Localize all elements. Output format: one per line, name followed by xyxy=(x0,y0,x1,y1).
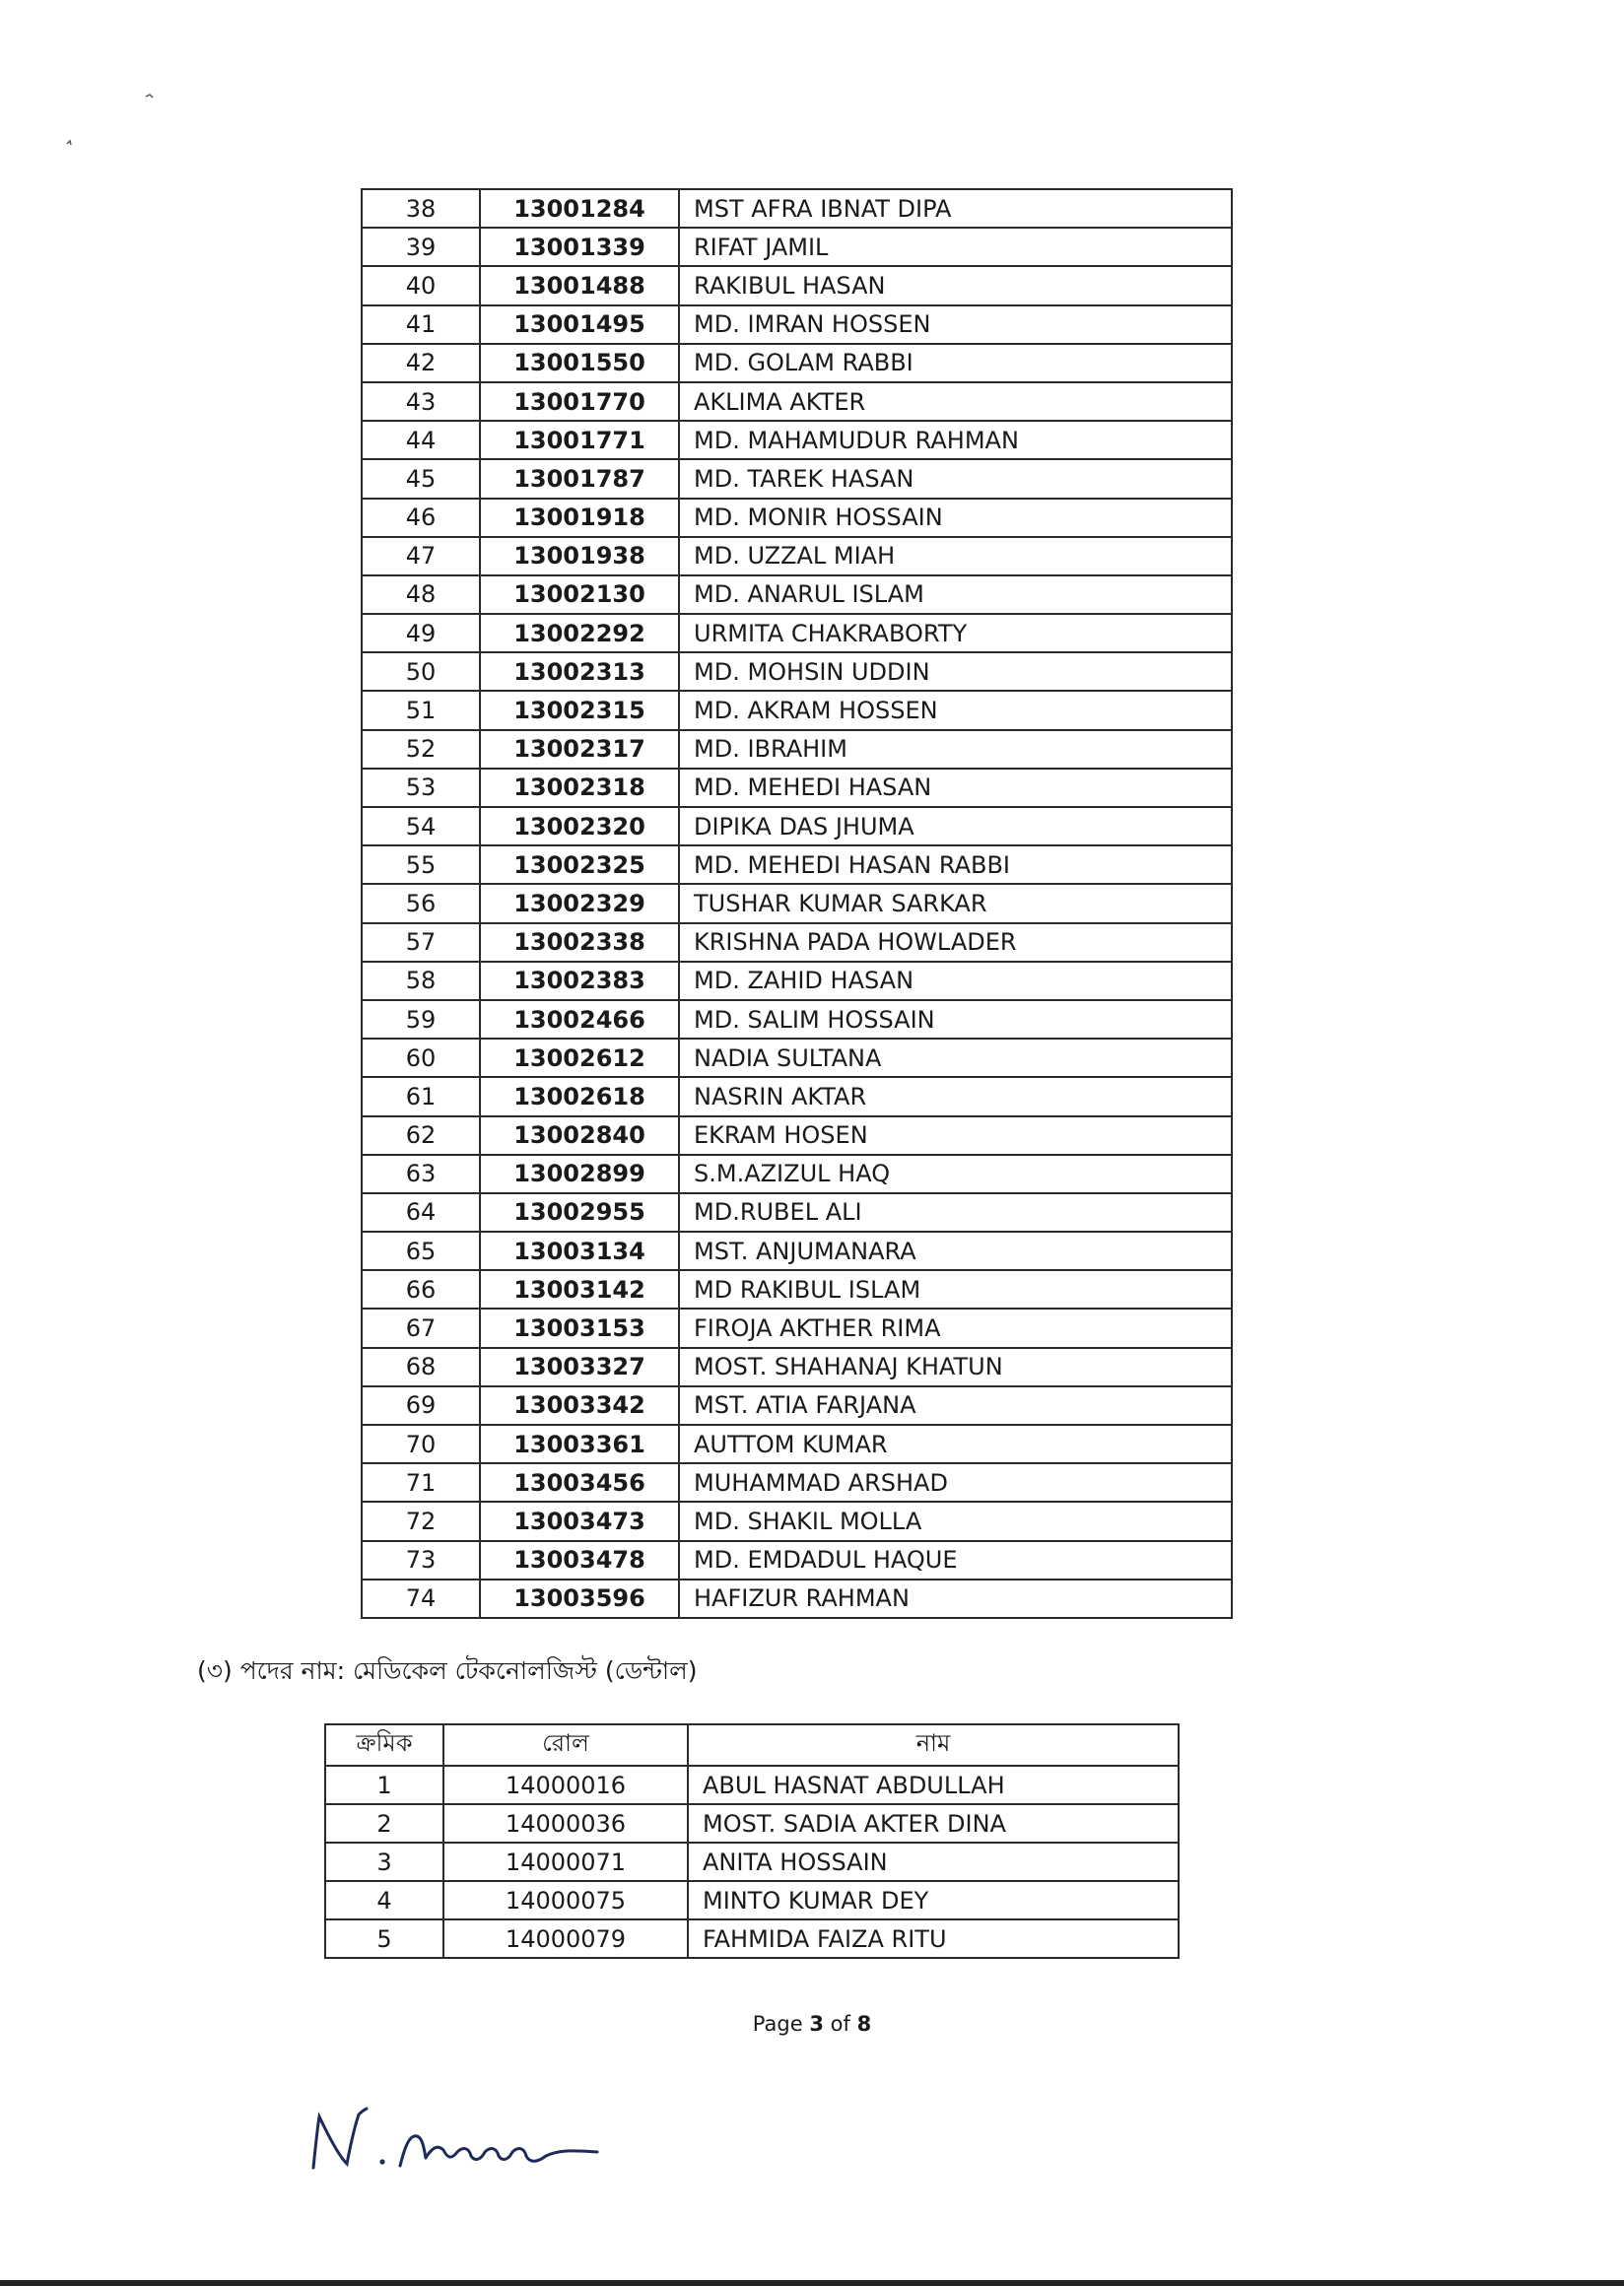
roll-cell: 13003596 xyxy=(480,1580,679,1618)
roll-cell: 13001918 xyxy=(480,499,679,537)
serial-cell: 51 xyxy=(362,691,480,729)
name-cell: MD.RUBEL ALI xyxy=(679,1193,1232,1232)
table-row xyxy=(362,1502,1232,1540)
serial-cell: 43 xyxy=(362,382,480,421)
name-cell: FAHMIDA FAIZA RITU xyxy=(688,1919,1179,1958)
results-table-body xyxy=(362,189,1232,1618)
current-page-number: 3 xyxy=(809,2012,824,2036)
serial-cell: 72 xyxy=(362,1502,480,1540)
serial-cell: 47 xyxy=(362,537,480,575)
of-label: of xyxy=(830,2012,850,2036)
dental-table-body xyxy=(325,1766,1179,1958)
serial-cell: 4 xyxy=(325,1881,443,1919)
serial-cell: 48 xyxy=(362,575,480,614)
roll-cell: 13002318 xyxy=(480,769,679,807)
name-cell: MUHAMMAD ARSHAD xyxy=(679,1463,1232,1502)
serial-cell: 65 xyxy=(362,1232,480,1270)
table-row xyxy=(362,1270,1232,1309)
serial-cell: 1 xyxy=(325,1766,443,1804)
table-row xyxy=(362,189,1232,228)
serial-cell: 69 xyxy=(362,1386,480,1425)
roll-cell: 13002313 xyxy=(480,652,679,691)
name-cell: MD. IMRAN HOSSEN xyxy=(679,305,1232,344)
name-cell: MD. UZZAL MIAH xyxy=(679,537,1232,575)
name-cell: MD. MAHAMUDUR RAHMAN xyxy=(679,421,1232,459)
name-cell: MD. MONIR HOSSAIN xyxy=(679,499,1232,537)
name-cell: MST. ATIA FARJANA xyxy=(679,1386,1232,1425)
table-row xyxy=(362,769,1232,807)
name-cell: MD. TAREK HASAN xyxy=(679,459,1232,498)
roll-cell: 13003327 xyxy=(480,1348,679,1386)
roll-cell: 13001284 xyxy=(480,189,679,228)
table-row xyxy=(362,614,1232,652)
roll-cell: 13001787 xyxy=(480,459,679,498)
table-row xyxy=(325,1766,1179,1804)
roll-cell: 13001550 xyxy=(480,344,679,382)
table-row xyxy=(362,1155,1232,1193)
roll-cell: 13002317 xyxy=(480,730,679,769)
table-row xyxy=(362,1348,1232,1386)
serial-cell: 49 xyxy=(362,614,480,652)
name-cell: MD. EMDADUL HAQUE xyxy=(679,1541,1232,1580)
roll-cell: 13002130 xyxy=(480,575,679,614)
serial-cell: 41 xyxy=(362,305,480,344)
roll-cell: 14000079 xyxy=(443,1919,688,1958)
roll-cell: 13002315 xyxy=(480,691,679,729)
section-heading: (৩) পদের নাম: মেডিকেল টেকনোলজিস্ট (ডেন্টাল) xyxy=(197,1656,698,1685)
serial-cell: 60 xyxy=(362,1039,480,1077)
roll-cell: 13001495 xyxy=(480,305,679,344)
serial-cell: 46 xyxy=(362,499,480,537)
table-row xyxy=(362,1425,1232,1463)
handwritten-signature xyxy=(305,2089,611,2178)
table-row xyxy=(362,575,1232,614)
table-row xyxy=(362,1000,1232,1039)
name-cell: MINTO KUMAR DEY xyxy=(688,1881,1179,1919)
name-cell: EKRAM HOSEN xyxy=(679,1116,1232,1155)
roll-cell: 14000036 xyxy=(443,1804,688,1843)
table-row xyxy=(362,1580,1232,1618)
serial-cell: 53 xyxy=(362,769,480,807)
serial-cell: 61 xyxy=(362,1077,480,1115)
table-row xyxy=(362,1541,1232,1580)
roll-cell: 13002338 xyxy=(480,923,679,962)
roll-cell: 13003134 xyxy=(480,1232,679,1270)
name-cell: KRISHNA PADA HOWLADER xyxy=(679,923,1232,962)
table-row xyxy=(362,923,1232,962)
name-cell: MD. GOLAM RABBI xyxy=(679,344,1232,382)
roll-cell: 13002955 xyxy=(480,1193,679,1232)
name-cell: MOST. SADIA AKTER DINA xyxy=(688,1804,1179,1843)
serial-cell: 71 xyxy=(362,1463,480,1502)
name-cell: NADIA SULTANA xyxy=(679,1039,1232,1077)
serial-cell: 67 xyxy=(362,1309,480,1347)
name-cell: AKLIMA AKTER xyxy=(679,382,1232,421)
name-cell: MOST. SHAHANAJ KHATUN xyxy=(679,1348,1232,1386)
serial-cell: 45 xyxy=(362,459,480,498)
table-row xyxy=(362,228,1232,266)
name-cell: RAKIBUL HASAN xyxy=(679,266,1232,304)
name-cell: ABUL HASNAT ABDULLAH xyxy=(688,1766,1179,1804)
table-row xyxy=(362,421,1232,459)
roll-cell: 13001771 xyxy=(480,421,679,459)
roll-cell: 13002466 xyxy=(480,1000,679,1039)
dental-results-table xyxy=(324,1723,1180,1959)
serial-cell: 52 xyxy=(362,730,480,769)
serial-cell: 70 xyxy=(362,1425,480,1463)
serial-cell: 74 xyxy=(362,1580,480,1618)
name-cell: ANITA HOSSAIN xyxy=(688,1843,1179,1881)
serial-cell: 50 xyxy=(362,652,480,691)
roll-cell: 13002899 xyxy=(480,1155,679,1193)
roll-cell: 13002292 xyxy=(480,614,679,652)
roll-cell: 13003478 xyxy=(480,1541,679,1580)
roll-cell: 14000071 xyxy=(443,1843,688,1881)
table-row xyxy=(325,1804,1179,1843)
table-row xyxy=(362,266,1232,304)
serial-cell: 63 xyxy=(362,1155,480,1193)
table-row xyxy=(362,1116,1232,1155)
serial-cell: 58 xyxy=(362,962,480,1000)
serial-cell: 42 xyxy=(362,344,480,382)
name-cell: HAFIZUR RAHMAN xyxy=(679,1580,1232,1618)
serial-cell: 2 xyxy=(325,1804,443,1843)
table-row xyxy=(325,1919,1179,1958)
table-row xyxy=(362,382,1232,421)
serial-cell: 5 xyxy=(325,1919,443,1958)
name-cell: NASRIN AKTAR xyxy=(679,1077,1232,1115)
table-row xyxy=(362,1309,1232,1347)
table-row xyxy=(362,1039,1232,1077)
name-cell: MD. MOHSIN UDDIN xyxy=(679,652,1232,691)
serial-cell: 62 xyxy=(362,1116,480,1155)
table-row xyxy=(362,499,1232,537)
roll-cell: 13002612 xyxy=(480,1039,679,1077)
serial-cell: 44 xyxy=(362,421,480,459)
roll-cell: 13003153 xyxy=(480,1309,679,1347)
scan-bottom-edge xyxy=(0,2280,1624,2286)
serial-cell: 40 xyxy=(362,266,480,304)
serial-cell: 38 xyxy=(362,189,480,228)
table-row xyxy=(325,1843,1179,1881)
table-row xyxy=(362,962,1232,1000)
header-name: নাম xyxy=(688,1724,1179,1766)
roll-cell: 13001339 xyxy=(480,228,679,266)
table-row xyxy=(325,1881,1179,1919)
page-label: Page xyxy=(752,2012,803,2036)
roll-cell: 13002329 xyxy=(480,884,679,922)
roll-cell: 13001770 xyxy=(480,382,679,421)
name-cell: MD. SALIM HOSSAIN xyxy=(679,1000,1232,1039)
serial-cell: 59 xyxy=(362,1000,480,1039)
table-row xyxy=(362,691,1232,729)
name-cell: AUTTOM KUMAR xyxy=(679,1425,1232,1463)
serial-cell: 55 xyxy=(362,845,480,884)
name-cell: MD. SHAKIL MOLLA xyxy=(679,1502,1232,1540)
name-cell: MST AFRA IBNAT DIPA xyxy=(679,189,1232,228)
name-cell: MD. ANARUL ISLAM xyxy=(679,575,1232,614)
name-cell: S.M.AZIZUL HAQ xyxy=(679,1155,1232,1193)
serial-cell: 73 xyxy=(362,1541,480,1580)
name-cell: URMITA CHAKRABORTY xyxy=(679,614,1232,652)
table-row xyxy=(362,845,1232,884)
roll-cell: 13003342 xyxy=(480,1386,679,1425)
table-row xyxy=(362,1386,1232,1425)
table-row xyxy=(362,884,1232,922)
table-header-row xyxy=(325,1724,1179,1766)
name-cell: RIFAT JAMIL xyxy=(679,228,1232,266)
table-row xyxy=(362,537,1232,575)
serial-cell: 56 xyxy=(362,884,480,922)
name-cell: DIPIKA DAS JHUMA xyxy=(679,807,1232,845)
table-row xyxy=(362,1232,1232,1270)
name-cell: MD. AKRAM HOSSEN xyxy=(679,691,1232,729)
header-roll: রোল xyxy=(443,1724,688,1766)
table-row xyxy=(362,652,1232,691)
table-row xyxy=(362,305,1232,344)
roll-cell: 13003473 xyxy=(480,1502,679,1540)
name-cell: MD. MEHEDI HASAN RABBI xyxy=(679,845,1232,884)
table-row xyxy=(362,1463,1232,1502)
serial-cell: 64 xyxy=(362,1193,480,1232)
name-cell: TUSHAR KUMAR SARKAR xyxy=(679,884,1232,922)
roll-cell: 13003361 xyxy=(480,1425,679,1463)
total-pages-number: 8 xyxy=(856,2012,872,2036)
name-cell: MD. ZAHID HASAN xyxy=(679,962,1232,1000)
serial-cell: 54 xyxy=(362,807,480,845)
table-row xyxy=(362,807,1232,845)
table-row xyxy=(362,344,1232,382)
roll-cell: 13002325 xyxy=(480,845,679,884)
roll-cell: 14000075 xyxy=(443,1881,688,1919)
roll-cell: 13002383 xyxy=(480,962,679,1000)
roll-cell: 14000016 xyxy=(443,1766,688,1804)
serial-cell: 68 xyxy=(362,1348,480,1386)
roll-cell: 13003142 xyxy=(480,1270,679,1309)
header-serial: ক্রমিক xyxy=(325,1724,443,1766)
name-cell: MD. MEHEDI HASAN xyxy=(679,769,1232,807)
name-cell: MD. IBRAHIM xyxy=(679,730,1232,769)
name-cell: MD RAKIBUL ISLAM xyxy=(679,1270,1232,1309)
roll-cell: 13002840 xyxy=(480,1116,679,1155)
scan-specks xyxy=(0,0,197,197)
name-cell: MST. ANJUMANARA xyxy=(679,1232,1232,1270)
results-table xyxy=(361,188,1233,1619)
serial-cell: 57 xyxy=(362,923,480,962)
serial-cell: 39 xyxy=(362,228,480,266)
roll-cell: 13001488 xyxy=(480,266,679,304)
table-row xyxy=(362,1077,1232,1115)
table-row xyxy=(362,1193,1232,1232)
page-footer xyxy=(0,2012,1624,2036)
table-row xyxy=(362,459,1232,498)
serial-cell: 3 xyxy=(325,1843,443,1881)
roll-cell: 13002618 xyxy=(480,1077,679,1115)
roll-cell: 13003456 xyxy=(480,1463,679,1502)
roll-cell: 13002320 xyxy=(480,807,679,845)
roll-cell: 13001938 xyxy=(480,537,679,575)
name-cell: FIROJA AKTHER RIMA xyxy=(679,1309,1232,1347)
serial-cell: 66 xyxy=(362,1270,480,1309)
table-row xyxy=(362,730,1232,769)
